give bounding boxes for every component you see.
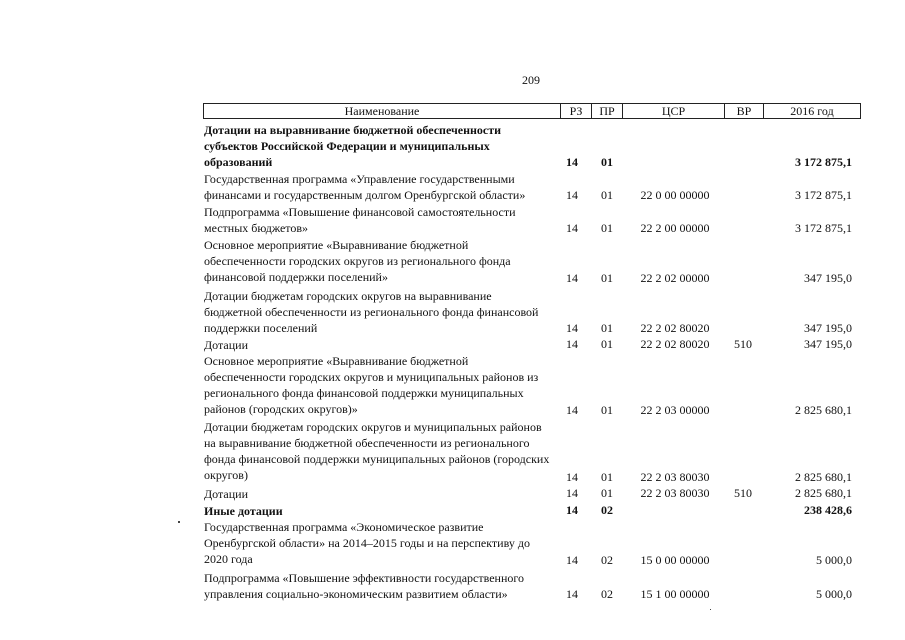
row-pr: 01 — [601, 470, 613, 484]
row-name: Основное мероприятие «Выравнивание бюджетной обеспеченности городских округов из регионального фонда финансовой поддержки поселений» — [204, 238, 511, 284]
row-rz: 14 — [566, 403, 578, 417]
header-year: 2016 год — [790, 104, 834, 118]
table-header — [203, 103, 861, 119]
row-rz: 14 — [566, 271, 578, 285]
row-csr: 22 2 03 00000 — [640, 403, 710, 417]
row-rz: 14 — [566, 321, 578, 335]
header-rz: РЗ — [569, 104, 583, 118]
row-name: Основное мероприятие «Выравнивание бюджетной обеспеченности городских округов и муниципальных районов из регионального фонда финансовой поддержки муниципальных районов (городских округов)» — [204, 354, 539, 416]
scan-speck — [710, 609, 711, 610]
row-csr: 15 1 00 00000 — [640, 587, 710, 601]
header-csr: ЦСР — [661, 104, 686, 118]
row-rz: 14 — [566, 470, 578, 484]
row-name: Дотации бюджетам городских округов на выравнивание бюджетной обеспеченности из регионального фонда финансовой поддержки поселений — [204, 289, 539, 335]
row-vr: 510 — [734, 486, 752, 500]
row-amount: 3 172 875,1 — [795, 188, 852, 202]
row-csr: 22 2 02 00000 — [640, 271, 710, 285]
row-csr: 22 2 02 80020 — [640, 321, 710, 335]
row-csr: 22 0 00 00000 — [640, 188, 710, 202]
header-name: Наименование — [344, 104, 420, 118]
row-csr: 22 2 02 80020 — [640, 337, 710, 351]
row-name: Дотации — [204, 338, 249, 352]
scan-speck — [178, 521, 180, 523]
row-name: Дотации — [204, 487, 249, 501]
row-name: Иные дотации — [204, 504, 283, 518]
row-rz: 14 — [566, 587, 578, 601]
row-pr: 01 — [601, 321, 613, 335]
row-rz: 14 — [566, 221, 578, 235]
row-name: Дотации на выравнивание бюджетной обеспеченности субъектов Российской Федерации и муниципальных образований — [204, 123, 502, 169]
row-name: Дотации бюджетам городских округов и муниципальных районов на выравнивание бюджетной обеспеченности из регионального фонда финансовой поддержки муниципальных районов (городских округов) — [204, 420, 550, 482]
row-amount: 5 000,0 — [816, 587, 852, 601]
row-pr: 01 — [601, 271, 613, 285]
row-pr: 02 — [601, 553, 613, 567]
row-pr: 01 — [601, 486, 613, 500]
row-amount: 3 172 875,1 — [795, 155, 852, 169]
row-name: Подпрограмма «Повышение финансовой самостоятельности местных бюджетов» — [204, 205, 516, 235]
row-pr: 01 — [601, 337, 613, 351]
row-amount: 347 195,0 — [804, 271, 852, 285]
row-rz: 14 — [566, 503, 578, 517]
row-amount: 2 825 680,1 — [795, 403, 852, 417]
row-rz: 14 — [566, 486, 578, 500]
row-pr: 02 — [601, 587, 613, 601]
row-csr: 22 2 03 80030 — [640, 486, 710, 500]
row-csr: 22 2 00 00000 — [640, 221, 710, 235]
row-amount: 238 428,6 — [804, 503, 852, 517]
row-vr: 510 — [734, 337, 752, 351]
row-rz: 14 — [566, 155, 578, 169]
row-rz: 14 — [566, 188, 578, 202]
row-pr: 01 — [601, 403, 613, 417]
row-pr: 01 — [601, 188, 613, 202]
row-pr: 02 — [601, 503, 613, 517]
row-amount: 347 195,0 — [804, 321, 852, 335]
row-rz: 14 — [566, 337, 578, 351]
row-amount: 2 825 680,1 — [795, 470, 852, 484]
row-amount: 5 000,0 — [816, 553, 852, 567]
row-amount: 2 825 680,1 — [795, 486, 852, 500]
row-amount: 347 195,0 — [804, 337, 852, 351]
row-pr: 01 — [601, 221, 613, 235]
row-amount: 3 172 875,1 — [795, 221, 852, 235]
header-vr: ВР — [736, 104, 752, 118]
row-rz: 14 — [566, 553, 578, 567]
row-csr: 22 2 03 80030 — [640, 470, 710, 484]
row-name: Государственная программа «Экономическое развитие Оренбургской области» на 2014–2015 годы и на перспективу до 2020 года — [204, 520, 530, 566]
row-name: Подпрограмма «Повышение эффективности государственного управления социально-экономическим развитием области» — [204, 571, 524, 601]
page-number: 209 — [522, 73, 540, 87]
row-csr: 15 0 00 00000 — [640, 553, 710, 567]
row-name: Государственная программа «Управление государственными финансами и государственным долгом Оренбургской области» — [204, 172, 526, 202]
row-pr: 01 — [601, 155, 613, 169]
header-pr: ПР — [599, 104, 615, 118]
